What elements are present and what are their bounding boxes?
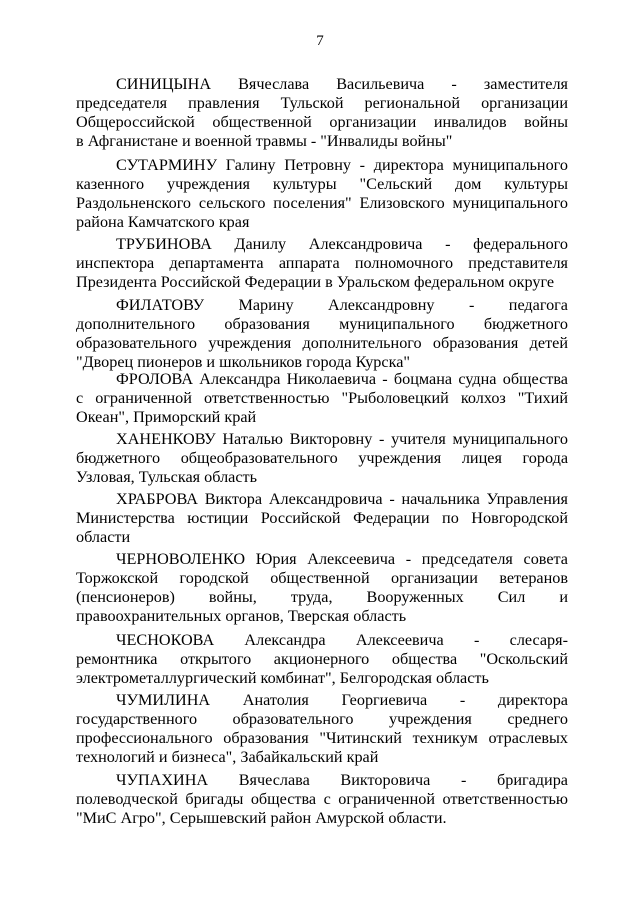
entry-text-line: Раздольненского сельского поселения" Елизовского муниципального [76,194,568,212]
entry-text-line: технологий и бизнеса", Забайкальский край [76,748,379,766]
entry-text-line: (пенсионеров) войны, труда, Вооруженных Сил и [76,588,568,606]
entry-name-line: ЧЕРНОВОЛЕНКО Юрия Алексеевича - председателя совета [116,550,568,568]
entry-text-line: казенного учреждения культуры "Сельский дом культуры [76,175,568,193]
entry-text-line: образовательного учреждения дополнительного образования детей [76,334,568,352]
entry-name-line: ХАНЕНКОВУ Наталью Викторовну - учителя муниципального [116,430,568,448]
entry-text-line: инспектора департамента аппарата полномочного представителя [76,254,568,272]
entry-name-line: ФРОЛОВА Александра Николаевича - боцмана судна общества [116,370,568,388]
entry-text-line: области [76,528,131,546]
award-entry [76,370,568,427]
entry-name-line: ФИЛАТОВУ Марину Александровну - педагога [116,296,568,314]
award-entry [76,296,568,372]
award-entry [76,490,568,547]
entry-name-line: СУТАРМИНУ Галину Петровну - директора муниципального [116,156,568,174]
award-entry [76,691,568,767]
award-entry [76,430,568,487]
entry-text-line: "Дворец пионеров и школьников города Курска" [76,353,410,371]
entry-text-line: Узловая, Тульская область [76,468,257,486]
award-entry [76,75,568,151]
entry-name-line: ТРУБИНОВА Данилу Александровича - федерального [116,235,568,253]
entry-text-line: полеводческой бригады общества с ограниченной ответственностью [76,790,568,808]
entry-text-line: "МиС Агро", Серышевский район Амурской области. [76,809,447,827]
page-number: 7 [316,33,324,49]
entry-text-line: правоохранительных органов, Тверская область [76,607,407,625]
entry-text-line: Океан", Приморский край [76,408,257,426]
award-entry [76,631,568,688]
entry-name-line: ЧЕСНОКОВА Александра Алексеевича - слесаря- [116,631,568,649]
entry-text-line: Президента Российской Федерации в Уральском федеральном округе [76,273,555,291]
entry-text-line: председателя правления Тульской региональной организации [76,94,568,112]
entry-text-line: профессионального образования "Читинский техникум отраслевых [76,729,568,747]
award-entry [76,550,568,626]
entry-text-line: ремонтника открытого акционерного общества "Оскольский [76,650,568,668]
entry-text-line: электрометаллургический комбинат", Белгородская область [76,669,489,687]
entry-text-line: Торжокской городской общественной организации ветеранов [76,569,568,587]
entry-text-line: бюджетного общеобразовательного учреждения лицея города [76,449,568,467]
award-entry [76,235,568,292]
entry-text-line: государственного образовательного учреждения среднего [76,710,568,728]
entry-text-line: Общероссийской общественной организации инвалидов войны [76,113,568,131]
entry-name-line: ЧУМИЛИНА Анатолия Георгиевича - директора [116,691,568,709]
entry-name-line: ХРАБРОВА Виктора Александровича - начальника Управления [116,490,568,508]
entry-text-line: с ограниченной ответственностью "Рыболовецкий колхоз "Тихий [76,389,568,407]
entry-text-line: дополнительного образования муниципального бюджетного [76,315,568,333]
entry-name-line: СИНИЦЫНА Вячеслава Васильевича - заместителя [116,75,568,93]
entry-text-line: в Афганистане и военной травмы - "Инвалиды войны" [76,132,453,150]
award-entry [76,771,568,828]
entry-text-line: Министерства юстиции Российской Федерации по Новгородской [76,509,568,527]
entry-name-line: ЧУПАХИНА Вячеслава Викторовича - бригадира [116,771,568,789]
award-entry [76,156,568,232]
entry-text-line: района Камчатского края [76,213,250,231]
